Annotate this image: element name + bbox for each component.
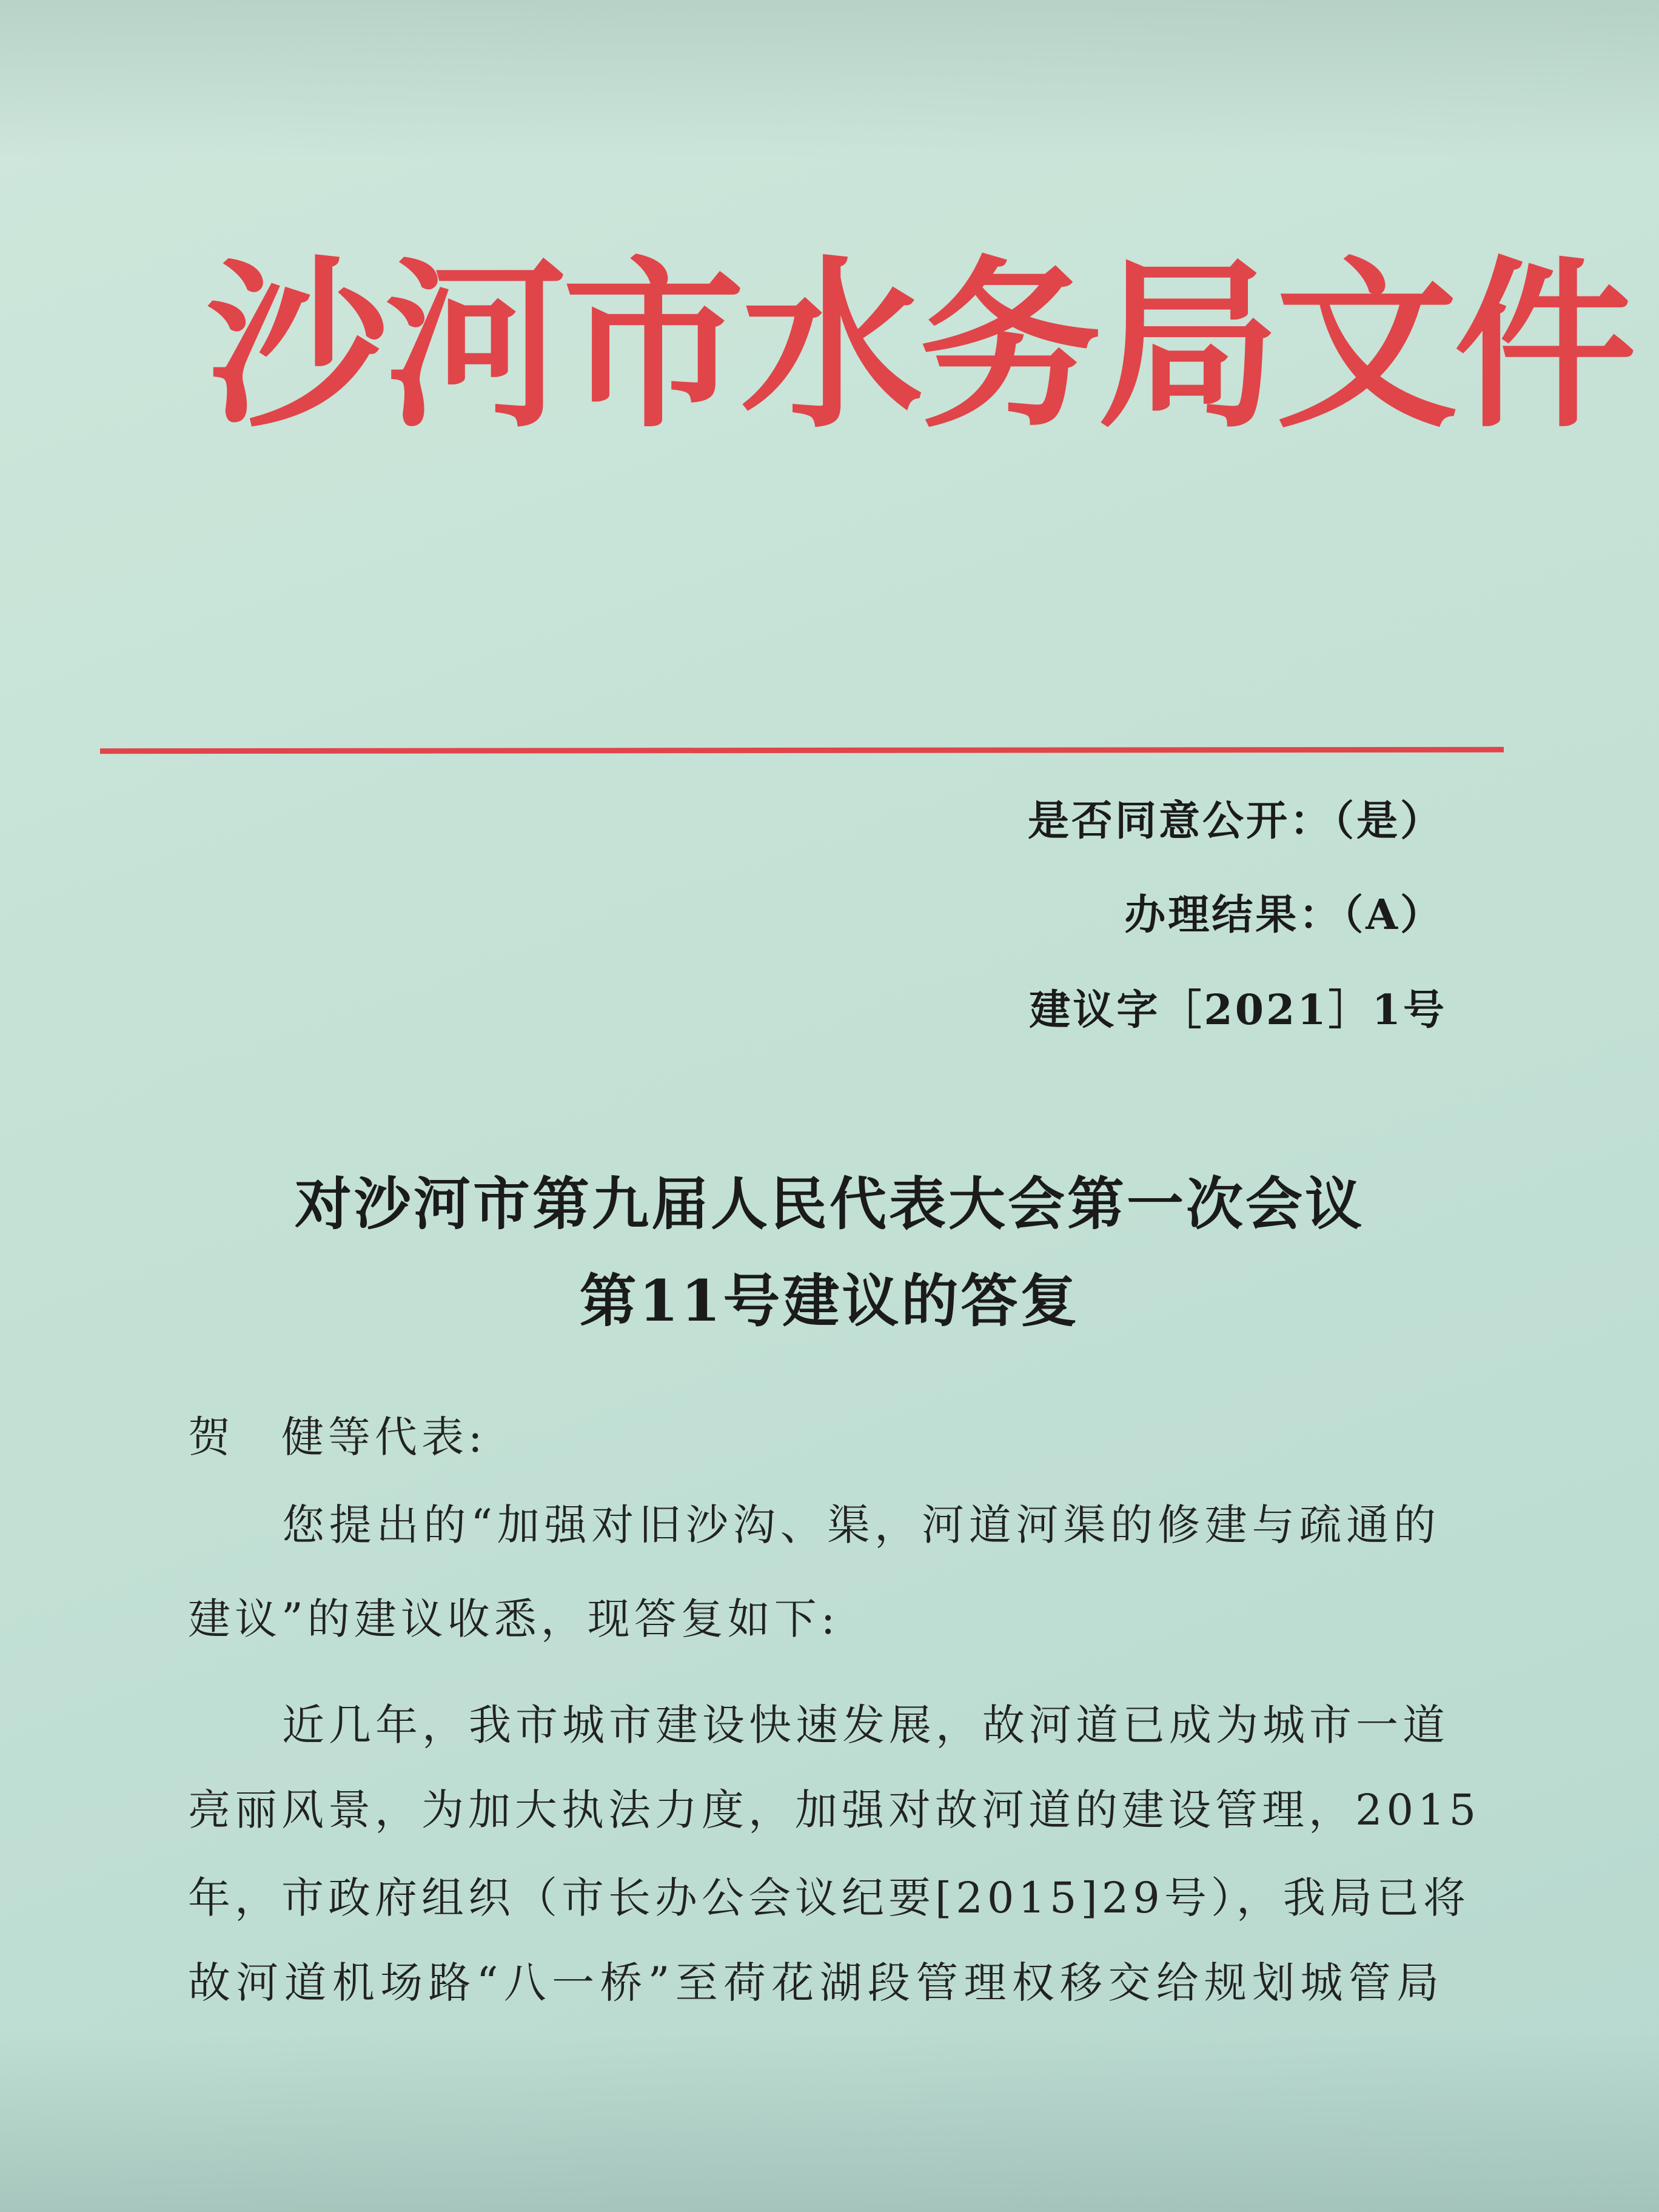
handling-result: 办理结果：（A）	[1124, 891, 1444, 939]
issuer-header: 沙河市水务局文件	[206, 238, 1632, 452]
body-line: 建议”的建议收悉，现答复如下:	[188, 1594, 840, 1644]
salutation: 贺 健等代表:	[188, 1412, 487, 1462]
paper-shadow-top	[0, 0, 1659, 158]
document-number: 建议字［2021］1号	[1029, 986, 1447, 1034]
body-line: 亮丽风景，为加大执法力度，加强对故河道的建设管理，2015	[188, 1785, 1481, 1835]
body-line: 故河道机场路“八一桥”至荷花湖段管理权移交给规划城管局	[188, 1958, 1443, 2008]
disclosure-status: 是否同意公开：（是）	[1027, 797, 1444, 845]
body-line: 近几年，我市城市建设快速发展，故河道已成为城市一道	[282, 1700, 1449, 1750]
document-title-line-2: 第11号建议的答复	[579, 1268, 1080, 1335]
paper-shadow-bottom	[0, 2030, 1659, 2212]
document-title-line-1: 对沙河市第九届人民代表大会第一次会议	[294, 1171, 1364, 1238]
body-line: 您提出的“加强对旧沙沟、渠，河道河渠的修建与疏通的	[282, 1500, 1440, 1550]
red-separator-line	[100, 747, 1504, 754]
body-line: 年，市政府组织（市长办公会议纪要[2015]29号），我局已将	[188, 1873, 1470, 1923]
